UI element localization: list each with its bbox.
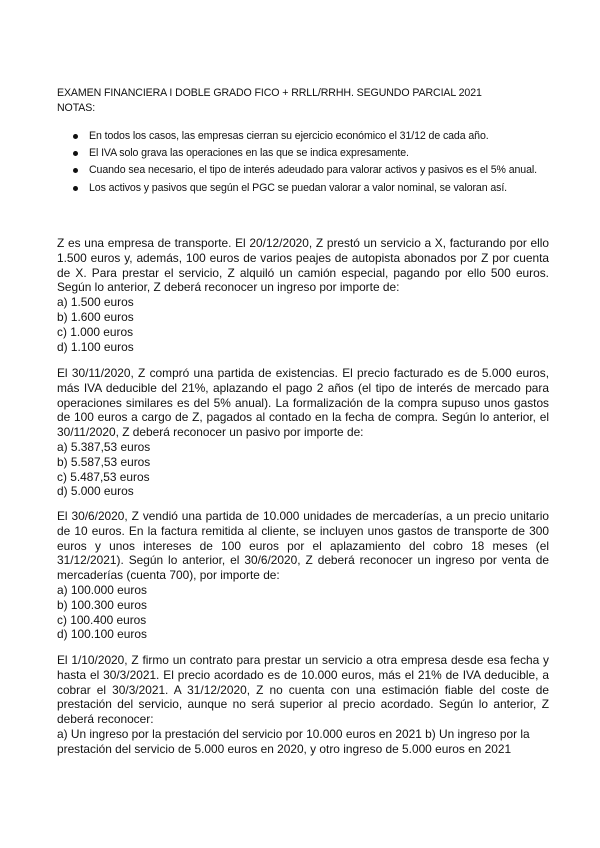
- note-text: Los activos y pasivos que según el PGC se puedan valorar a valor nominal, se valoran así.: [89, 181, 508, 194]
- option-d: d) 100.100 euros: [57, 627, 147, 642]
- question-options-text: a) Un ingreso por la prestación del servicio por 10.000 euros en 2021 b) Un ingreso por la prestación del servicio de 5.000 euros en 2020, y otro ingreso de 5.000 euros en 2021: [57, 726, 530, 756]
- question-stem: El 30/11/2020, Z compró una partida de existencias. El precio facturado es de 5.000 euros, más IVA deducible del 21%, aplazando el pago 2 años (el tipo de interés de mercado para operaciones similares es del 5% anual). La formalización de la compra supuso unos gastos de 100 euros a cargo de Z, pagados al contado en la fecha de compra. Según lo anterior, el 30/11/2020, Z deberá reconocer un pasivo por importe de:: [57, 366, 549, 440]
- option-a: a) 1.500 euros: [57, 295, 134, 310]
- note-text: El IVA solo grava las operaciones en las que se indica expresamente.: [89, 147, 409, 160]
- notes-list: [72, 129, 550, 198]
- question-stem: El 30/6/2020, Z vendió una partida de 10.000 unidades de mercaderías, a un precio unitario de 10 euros. En la factura remitida al cliente, se incluyen unos gastos de transporte de 300 euros y unos intereses de 100 euros por el aplazamiento del cobro 18 meses (el 31/12/2021). Según lo anterior, el 30/6/2020, Z deberá reconocer un ingreso por venta de mercaderías (cuenta 700), por importe de:: [57, 509, 549, 583]
- note-item: [72, 163, 550, 178]
- question-stem: Z es una empresa de transporte. El 20/12/2020, Z prestó un servicio a X, facturando por ello 1.500 euros y, además, 100 euros de varios peajes de autopista abonados por Z por cuenta de X. Para prestar el servicio, Z alquiló un camión especial, pagando por ello 500 euros. Según lo anterior, Z deberá reconocer un ingreso por importe de:: [57, 236, 549, 295]
- question-3: [57, 509, 549, 642]
- option-c: c) 100.400 euros: [57, 612, 147, 627]
- question-1: [57, 236, 549, 354]
- bullet-icon: [73, 168, 78, 173]
- note-item: [72, 181, 550, 196]
- note-text: Cuando sea necesario, el tipo de interés adeudado para valorar activos y pasivos es el 5% anual.: [89, 164, 537, 177]
- bullet-icon: [73, 134, 78, 139]
- option-b: b) 100.300 euros: [57, 597, 147, 612]
- option-c: c) 1.000 euros: [57, 324, 134, 339]
- option-a: a) 5.387,53 euros: [57, 439, 151, 454]
- note-item: [72, 146, 550, 161]
- note-item: [72, 129, 550, 144]
- note-text: En todos los casos, las empresas cierran su ejercicio económico el 31/12 de cada año.: [89, 130, 489, 142]
- notes-label: NOTAS:: [57, 101, 96, 114]
- exam-title: EXAMEN FINANCIERA I DOBLE GRADO FICO + RRLL/RRHH. SEGUNDO PARCIAL 2021: [57, 87, 482, 99]
- exam-header: [57, 86, 557, 115]
- option-c: c) 5.487,53 euros: [57, 469, 150, 484]
- option-d: d) 1.100 euros: [57, 339, 134, 354]
- option-a: a) 100.000 euros: [57, 582, 147, 597]
- question-4: [57, 653, 549, 757]
- bullet-icon: [73, 151, 78, 156]
- question-2: [57, 366, 549, 499]
- option-b: b) 1.600 euros: [57, 309, 134, 324]
- question-stem: El 1/10/2020, Z firmo un contrato para prestar un servicio a otra empresa desde esa fecha y hasta el 30/3/2021. El precio acordado es de 10.000 euros, más el 21% de IVA deducible, a cobrar el 30/3/2021. A 31/12/2020, Z no cuenta con una estimación fiable del coste de prestación del servicio, aunque no será superior al precio acordado. Según lo anterior, Z deberá reconocer:: [57, 653, 549, 727]
- option-d: d) 5.000 euros: [57, 484, 134, 499]
- bullet-icon: [73, 186, 78, 191]
- option-b: b) 5.587,53 euros: [57, 454, 151, 469]
